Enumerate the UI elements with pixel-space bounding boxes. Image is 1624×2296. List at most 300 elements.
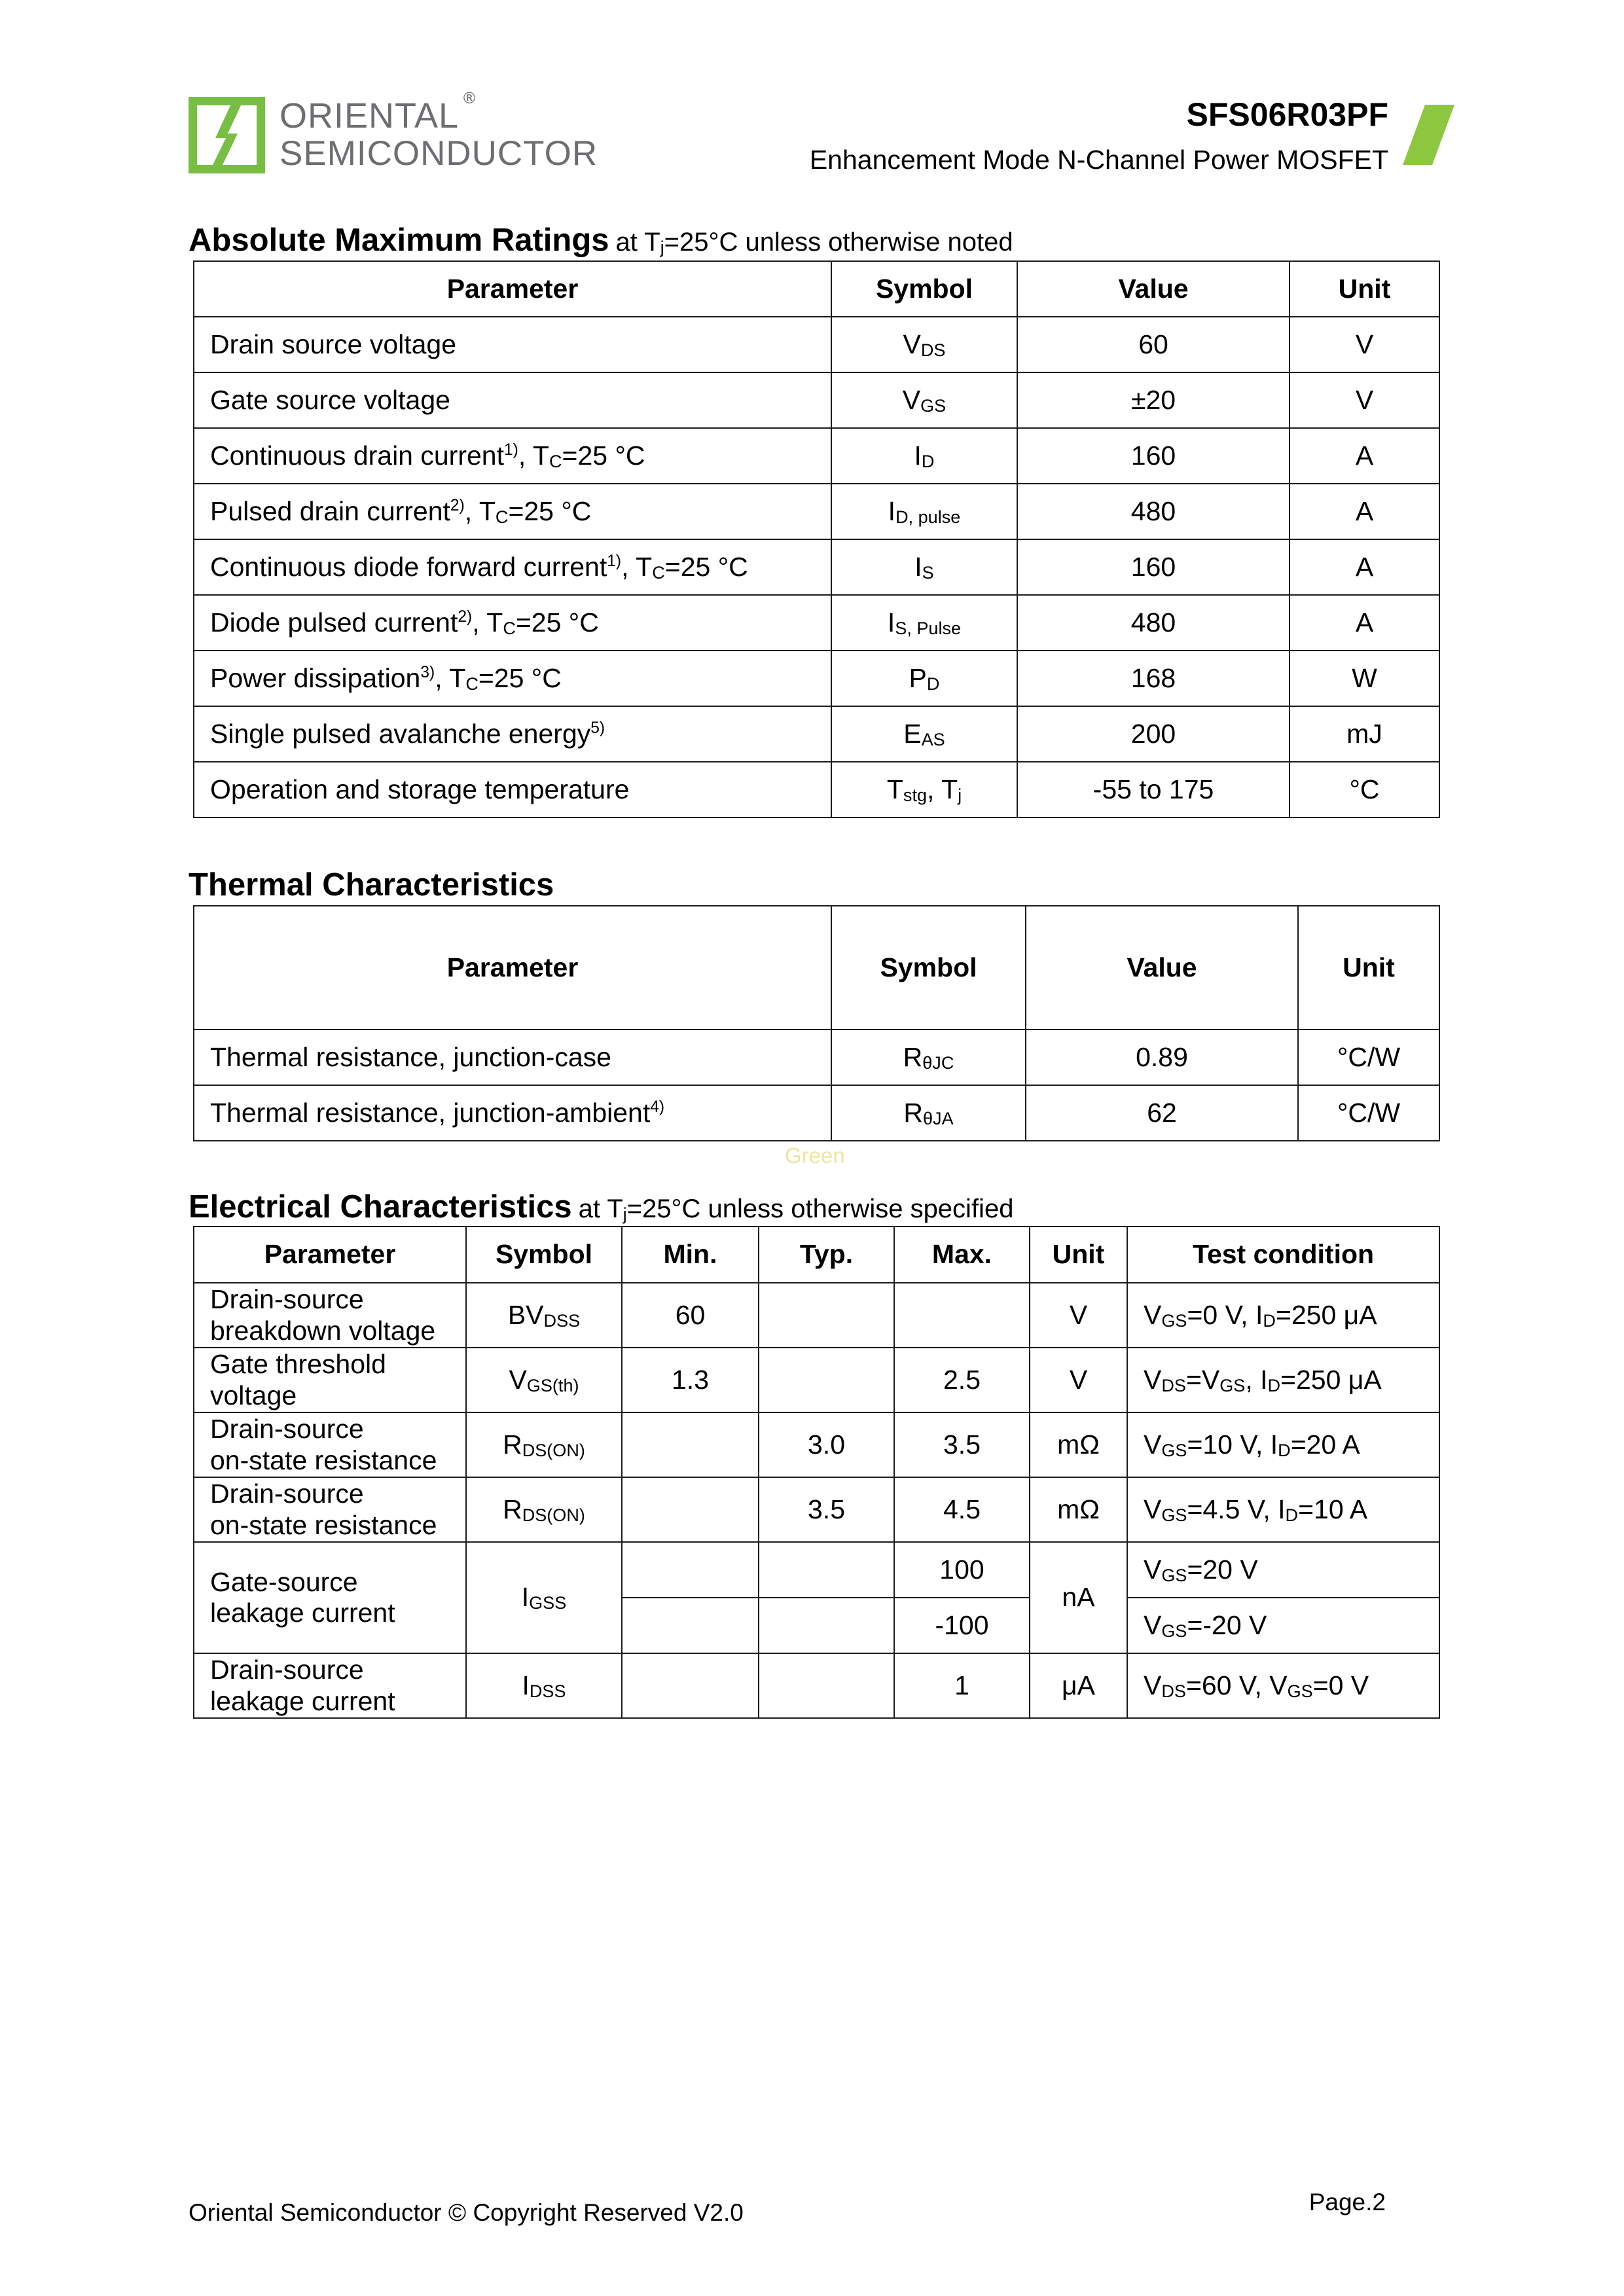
max-cell — [894, 1653, 1030, 1718]
symbol-cell-text: R — [503, 1429, 522, 1460]
parameter-cell — [194, 484, 831, 539]
typ-cell — [759, 1653, 894, 1718]
parameter-cell-text: =25 °C — [664, 551, 748, 582]
symbol-cell-subscript: D — [921, 451, 935, 471]
section-title: Absolute Maximum Ratings — [189, 223, 609, 258]
parameter-cell-text: Operation and storage temperature — [210, 774, 630, 804]
symbol-cell — [466, 1477, 622, 1542]
symbol-cell-subscript: S, Pulse — [895, 618, 962, 638]
column-header-parameter — [194, 906, 831, 1030]
symbol-cell-subscript: GS — [920, 395, 947, 416]
column-header-unit — [1290, 261, 1439, 317]
test-condition-cell — [1127, 1542, 1439, 1598]
test-condition-cell-text: =0 V — [1312, 1670, 1369, 1700]
parameter-cell — [194, 706, 831, 762]
test-condition-cell-subscript: GS — [1161, 1621, 1187, 1641]
column-header-parameter — [194, 1227, 466, 1283]
parameter-cell-text: =25 °C — [508, 495, 592, 526]
registered-mark: ® — [461, 89, 477, 107]
column-header-unit — [1298, 906, 1439, 1030]
unit-cell-text: V — [1355, 384, 1374, 415]
symbol-cell-subscript: D, pulse — [895, 507, 961, 527]
unit-cell — [1290, 539, 1439, 595]
min-cell — [622, 1653, 759, 1718]
test-condition-cell-subscript: DS — [1161, 1681, 1186, 1701]
test-condition-cell-subscript: D — [1285, 1505, 1299, 1525]
typ-cell — [759, 1598, 894, 1653]
symbol-cell-subscript: GSS — [529, 1593, 567, 1613]
parameter-cell — [194, 1653, 466, 1718]
parameter-cell-text: Single pulsed avalanche energy — [210, 718, 591, 749]
symbol-cell — [831, 762, 1017, 817]
column-header-min-text: Min. — [663, 1239, 717, 1270]
symbol-cell — [466, 1412, 622, 1477]
parameter-cell — [194, 372, 831, 428]
unit-cell — [1298, 1085, 1439, 1141]
unit-cell-text: °C — [1349, 774, 1380, 804]
value-cell-text: 0.89 — [1136, 1041, 1188, 1072]
symbol-cell-subscript: stg — [903, 785, 928, 805]
value-cell — [1017, 484, 1290, 539]
value-cell — [1017, 706, 1290, 762]
max-cell-text: 1 — [954, 1670, 969, 1700]
table-row — [194, 1653, 1439, 1718]
table-row — [194, 595, 1439, 651]
electrical-characteristics-heading — [189, 1189, 1013, 1225]
column-header-value-text: Value — [1118, 273, 1189, 304]
min-cell — [622, 1283, 759, 1348]
column-header-value — [1017, 261, 1290, 317]
test-condition-cell-subscript: GS — [1161, 1440, 1187, 1460]
test-condition-cell-text: V — [1144, 1429, 1162, 1460]
value-cell-text: 200 — [1130, 718, 1176, 749]
parameter-cell-subscript: C — [549, 451, 562, 471]
symbol-cell-subscript: j — [958, 785, 962, 805]
test-condition-cell-text: =10 V, I — [1187, 1429, 1278, 1460]
max-cell — [894, 1598, 1030, 1653]
unit-cell-text: nA — [1062, 1582, 1095, 1613]
parameter-cell-text: Gate threshold voltage — [210, 1349, 386, 1410]
logo-word-semiconductor: SEMICONDUCTOR — [280, 134, 598, 173]
table-row — [194, 1477, 1439, 1542]
parameter-cell — [194, 1085, 831, 1141]
parameter-cell-subscript: C — [503, 618, 516, 638]
value-cell-text: 160 — [1130, 551, 1176, 582]
absolute-maximum-ratings-table — [193, 260, 1440, 818]
unit-cell — [1030, 1542, 1127, 1653]
symbol-cell-text: R — [903, 1041, 923, 1072]
column-header-symbol — [831, 906, 1026, 1030]
value-cell-text: 62 — [1147, 1097, 1177, 1128]
symbol-cell-subscript: GS(th) — [526, 1375, 579, 1395]
parameter-cell — [194, 1412, 466, 1477]
unit-cell — [1290, 651, 1439, 706]
symbol-cell — [831, 484, 1017, 539]
value-cell-text: 480 — [1130, 607, 1176, 637]
electrical-characteristics-table — [193, 1226, 1440, 1719]
symbol-cell-subscript: θJC — [922, 1052, 954, 1073]
symbol-cell — [831, 1085, 1026, 1141]
column-header-typ-text: Typ. — [799, 1239, 854, 1270]
max-cell-text: 4.5 — [943, 1494, 981, 1524]
column-header-symbol — [831, 261, 1017, 317]
parameter-cell-text: Drain-source leakage current — [210, 1655, 395, 1716]
value-cell — [1017, 372, 1290, 428]
column-header-symbol-text: Symbol — [875, 273, 973, 304]
test-condition-cell-subscript: GS — [1161, 1310, 1187, 1331]
parameter-cell-text: , T — [518, 440, 549, 471]
unit-cell-text: V — [1069, 1299, 1088, 1330]
unit-cell — [1290, 428, 1439, 484]
min-cell — [622, 1348, 759, 1412]
unit-cell — [1298, 1030, 1439, 1085]
symbol-cell-text: I — [522, 1670, 530, 1700]
unit-cell — [1030, 1283, 1127, 1348]
test-condition-cell-text: V — [1144, 1494, 1162, 1524]
test-condition-cell — [1127, 1283, 1439, 1348]
test-condition-cell — [1127, 1598, 1439, 1653]
symbol-cell — [831, 1030, 1026, 1085]
value-cell — [1017, 651, 1290, 706]
parameter-cell-superscript: 1) — [503, 440, 518, 459]
header-row — [194, 1227, 1439, 1283]
parameter-cell-superscript: 2) — [450, 496, 465, 514]
symbol-cell-text: P — [909, 662, 927, 693]
section-title: Thermal Characteristics — [189, 867, 554, 903]
value-cell-text: 168 — [1130, 662, 1176, 693]
column-header-max — [894, 1227, 1030, 1283]
test-condition-cell-subscript: GS — [1161, 1505, 1187, 1525]
column-header-typ — [759, 1227, 894, 1283]
test-condition-cell-subscript: D — [1267, 1375, 1281, 1395]
test-condition-cell-text: =250 μA — [1275, 1299, 1377, 1330]
test-condition-cell — [1127, 1412, 1439, 1477]
test-condition-cell-text: V — [1144, 1554, 1162, 1585]
absolute-maximum-ratings-heading — [189, 222, 1013, 259]
column-header-unit-text: Unit — [1343, 952, 1395, 982]
parameter-cell-text: Drain source voltage — [210, 329, 457, 359]
min-cell — [622, 1598, 759, 1653]
parameter-cell-text: =25 °C — [478, 662, 562, 693]
column-header-value-text: Value — [1127, 952, 1197, 982]
test-condition-cell-text: V — [1144, 1670, 1162, 1700]
max-cell — [894, 1348, 1030, 1412]
max-cell — [894, 1542, 1030, 1598]
test-condition-cell-text: V — [1144, 1609, 1162, 1640]
max-cell — [894, 1412, 1030, 1477]
test-condition-cell-subscript: GS — [1287, 1681, 1313, 1701]
parameter-cell-text: , T — [464, 495, 496, 526]
section-condition — [579, 1194, 1014, 1223]
min-cell — [622, 1542, 759, 1598]
company-logo-icon — [189, 97, 265, 173]
symbol-cell-text: E — [903, 718, 922, 749]
symbol-cell-subscript: D — [926, 673, 940, 694]
column-header-parameter-text: Parameter — [264, 1239, 396, 1270]
symbol-cell — [831, 651, 1017, 706]
section-condition-text: at T — [578, 1194, 623, 1223]
table-row — [194, 706, 1439, 762]
parameter-cell-text: =25 °C — [562, 440, 645, 471]
value-cell — [1017, 595, 1290, 651]
symbol-cell-text: T — [941, 774, 958, 804]
unit-cell-text: V — [1355, 329, 1374, 359]
column-header-unit — [1030, 1227, 1127, 1283]
column-header-max-text: Max. — [931, 1239, 992, 1270]
value-cell-text: 160 — [1130, 440, 1176, 471]
column-header-parameter-text: Parameter — [446, 273, 579, 304]
table-row — [194, 1030, 1439, 1085]
parameter-cell-subscript: C — [652, 562, 665, 583]
parameter-cell-superscript: 1) — [607, 552, 622, 570]
unit-cell-text: mΩ — [1057, 1494, 1100, 1524]
accent-slash-shape — [1403, 105, 1454, 165]
section-title: Electrical Characteristics — [189, 1189, 572, 1225]
min-cell — [622, 1477, 759, 1542]
symbol-cell-text: V — [902, 384, 921, 415]
parameter-cell — [194, 1477, 466, 1542]
parameter-cell-text: Drain-source on-state resistance — [210, 1479, 437, 1540]
value-cell — [1026, 1085, 1298, 1141]
symbol-cell-subscript: DS — [920, 340, 946, 360]
symbol-cell — [831, 428, 1017, 484]
header-row — [194, 906, 1439, 1030]
parameter-cell — [194, 1348, 466, 1412]
unit-cell — [1290, 762, 1439, 817]
parameter-cell-text: , T — [621, 551, 653, 582]
header-accent-slash-icon — [1403, 105, 1454, 165]
parameter-cell — [194, 651, 831, 706]
typ-cell — [759, 1412, 894, 1477]
table-row — [194, 428, 1439, 484]
thermal-characteristics-heading — [189, 867, 554, 903]
table-row — [194, 1085, 1439, 1141]
symbol-cell-text: V — [509, 1364, 527, 1395]
value-cell-text: -55 to 175 — [1092, 774, 1214, 804]
value-cell-text: 60 — [1138, 329, 1168, 359]
unit-cell-text: μA — [1062, 1670, 1095, 1700]
section-condition-text: at T — [615, 228, 660, 257]
table-row — [194, 651, 1439, 706]
parameter-cell — [194, 1030, 831, 1085]
symbol-cell-text: I — [521, 1582, 530, 1613]
test-condition-cell-text: =0 V, I — [1187, 1299, 1263, 1330]
unit-cell-text: W — [1352, 662, 1377, 693]
footer-copyright: Oriental Semiconductor © Copyright Reserved V2.0 — [189, 2199, 744, 2226]
max-cell — [894, 1477, 1030, 1542]
column-header-unit-text: Unit — [1052, 1239, 1105, 1270]
max-cell-text: 3.5 — [943, 1429, 981, 1460]
test-condition-cell-text: =250 μA — [1280, 1364, 1382, 1395]
parameter-cell-text: Continuous drain current — [210, 440, 504, 471]
unit-cell — [1290, 706, 1439, 762]
part-number: SFS06R03PF — [1186, 96, 1388, 133]
column-header-test-condition — [1127, 1227, 1439, 1283]
unit-cell-text: A — [1355, 551, 1374, 582]
unit-cell — [1030, 1477, 1127, 1542]
min-cell-text: 1.3 — [672, 1364, 709, 1395]
typ-cell — [759, 1477, 894, 1542]
table-row — [194, 1348, 1439, 1412]
unit-cell-text: A — [1355, 495, 1374, 526]
parameter-cell-superscript: 5) — [590, 719, 605, 737]
faint-watermark-text: Green — [785, 1143, 845, 1168]
symbol-cell-text: I — [914, 440, 922, 471]
parameter-cell-superscript: 3) — [420, 663, 435, 681]
test-condition-cell-text: =20 A — [1290, 1429, 1360, 1460]
test-condition-cell-subscript: GS — [1219, 1375, 1246, 1395]
table-row — [194, 1283, 1439, 1348]
test-condition-cell-subscript: DS — [1161, 1375, 1186, 1395]
symbol-cell-subscript: DS(ON) — [522, 1440, 585, 1460]
test-condition-cell-text: =60 V, V — [1185, 1670, 1288, 1700]
parameter-cell-text: Thermal resistance, junction-ambient — [210, 1097, 651, 1128]
unit-cell-text: V — [1069, 1364, 1088, 1395]
parameter-cell — [194, 317, 831, 372]
unit-cell-text: A — [1355, 440, 1374, 471]
parameter-cell-text: , T — [472, 607, 503, 637]
max-cell — [894, 1283, 1030, 1348]
min-cell — [622, 1412, 759, 1477]
unit-cell-text: mΩ — [1057, 1429, 1100, 1460]
parameter-cell-text: Gate source voltage — [210, 384, 450, 415]
value-cell-text: ±20 — [1130, 384, 1176, 415]
section-condition — [616, 228, 1013, 257]
parameter-cell — [194, 762, 831, 817]
column-header-unit-text: Unit — [1338, 273, 1391, 304]
unit-cell — [1290, 595, 1439, 651]
symbol-cell — [466, 1542, 622, 1653]
column-header-symbol — [466, 1227, 622, 1283]
test-condition-cell-text: =20 V — [1187, 1554, 1258, 1585]
symbol-cell-text: I — [888, 495, 896, 526]
table-row — [194, 317, 1439, 372]
symbol-cell-subscript: DSS — [543, 1310, 581, 1331]
max-cell-text: 100 — [939, 1554, 984, 1585]
parameter-cell-text: Diode pulsed current — [210, 607, 458, 637]
symbol-cell-subscript: S — [922, 562, 934, 583]
electrical-characteristics-body — [194, 1227, 1439, 1718]
typ-cell — [759, 1542, 894, 1598]
thermal-characteristics-table-wrapper — [193, 905, 1439, 1141]
part-description: Enhancement Mode N-Channel Power MOSFET — [809, 145, 1388, 175]
unit-cell-text: A — [1355, 607, 1374, 637]
page-number: Page.2 — [1308, 2189, 1386, 2215]
parameter-cell-superscript: 4) — [650, 1098, 665, 1116]
test-condition-cell-subscript: GS — [1161, 1565, 1187, 1585]
test-condition-cell-text: , I — [1245, 1364, 1268, 1395]
column-header-min — [622, 1227, 759, 1283]
symbol-cell — [831, 372, 1017, 428]
parameter-cell-text: Drain-source breakdown voltage — [210, 1284, 436, 1346]
value-cell-text: 480 — [1130, 495, 1176, 526]
min-cell-text: 60 — [675, 1299, 706, 1330]
symbol-cell-text: , — [927, 774, 942, 804]
logo-word-oriental: ORIENTAL — [280, 96, 460, 135]
unit-cell — [1030, 1348, 1127, 1412]
value-cell — [1026, 1030, 1298, 1085]
symbol-cell-text: I — [914, 551, 922, 582]
test-condition-cell — [1127, 1348, 1439, 1412]
section-condition-subscript: j — [623, 1204, 627, 1224]
column-header-symbol-text: Symbol — [880, 952, 977, 982]
unit-cell-text: °C/W — [1337, 1097, 1401, 1128]
column-header-parameter — [194, 261, 831, 317]
parameter-cell-subscript: C — [495, 507, 509, 527]
table-row — [194, 1542, 1439, 1598]
header-row — [194, 261, 1439, 317]
column-header-test-condition-text: Test condition — [1192, 1239, 1375, 1270]
max-cell-text: 2.5 — [943, 1364, 981, 1395]
parameter-cell-subscript: C — [465, 673, 478, 694]
table-row — [194, 539, 1439, 595]
parameter-cell-text: =25 °C — [515, 607, 599, 637]
symbol-cell-text: V — [903, 329, 921, 359]
test-condition-cell-text: =-20 V — [1187, 1609, 1267, 1640]
table-row — [194, 372, 1439, 428]
symbol-cell-subscript: DS(ON) — [522, 1505, 585, 1525]
unit-cell — [1030, 1653, 1127, 1718]
unit-cell-text: °C/W — [1337, 1041, 1401, 1072]
max-cell-text: -100 — [935, 1609, 989, 1640]
test-condition-cell — [1127, 1653, 1439, 1718]
symbol-cell-text: I — [887, 607, 895, 637]
symbol-cell-subscript: DSS — [529, 1681, 566, 1701]
value-cell — [1017, 762, 1290, 817]
test-condition-cell-text: =V — [1185, 1364, 1220, 1395]
thermal-characteristics-table — [193, 905, 1440, 1141]
unit-cell — [1290, 317, 1439, 372]
section-condition-text: =25°C unless otherwise specified — [626, 1194, 1014, 1223]
symbol-cell-text: BV — [507, 1299, 544, 1330]
section-condition-text: =25°C unless otherwise noted — [664, 228, 1013, 257]
parameter-cell-text: , T — [435, 662, 466, 693]
symbol-cell — [831, 706, 1017, 762]
typ-cell — [759, 1348, 894, 1412]
parameter-cell-text: Continuous diode forward current — [210, 551, 607, 582]
table-row — [194, 762, 1439, 817]
value-cell — [1017, 428, 1290, 484]
value-cell — [1017, 539, 1290, 595]
parameter-cell — [194, 595, 831, 651]
test-condition-cell-text: V — [1144, 1364, 1162, 1395]
symbol-cell — [466, 1283, 622, 1348]
parameter-cell-text: Gate-source leakage current — [210, 1566, 395, 1628]
symbol-cell-subscript: θJA — [923, 1108, 954, 1128]
parameter-cell — [194, 539, 831, 595]
test-condition-cell-text: =10 A — [1298, 1494, 1368, 1524]
unit-cell — [1290, 372, 1439, 428]
typ-cell-text: 3.5 — [808, 1494, 845, 1524]
absolute-maximum-ratings-table-wrapper — [193, 260, 1439, 818]
section-condition-subscript: j — [660, 237, 664, 257]
test-condition-cell-subscript: D — [1278, 1440, 1291, 1460]
symbol-cell — [466, 1653, 622, 1718]
test-condition-cell-text: V — [1144, 1299, 1162, 1330]
typ-cell-text: 3.0 — [808, 1429, 845, 1460]
test-condition-cell-text: =4.5 V, I — [1187, 1494, 1286, 1524]
parameter-cell-text: Power dissipation — [210, 662, 421, 693]
parameter-cell-text: Drain-source on-state resistance — [210, 1414, 437, 1475]
unit-cell-text: mJ — [1346, 718, 1382, 749]
symbol-cell-text: T — [886, 774, 903, 804]
symbol-cell — [831, 539, 1017, 595]
typ-cell — [759, 1283, 894, 1348]
table-row — [194, 484, 1439, 539]
parameter-cell — [194, 428, 831, 484]
unit-cell — [1290, 484, 1439, 539]
parameter-cell — [194, 1283, 466, 1348]
